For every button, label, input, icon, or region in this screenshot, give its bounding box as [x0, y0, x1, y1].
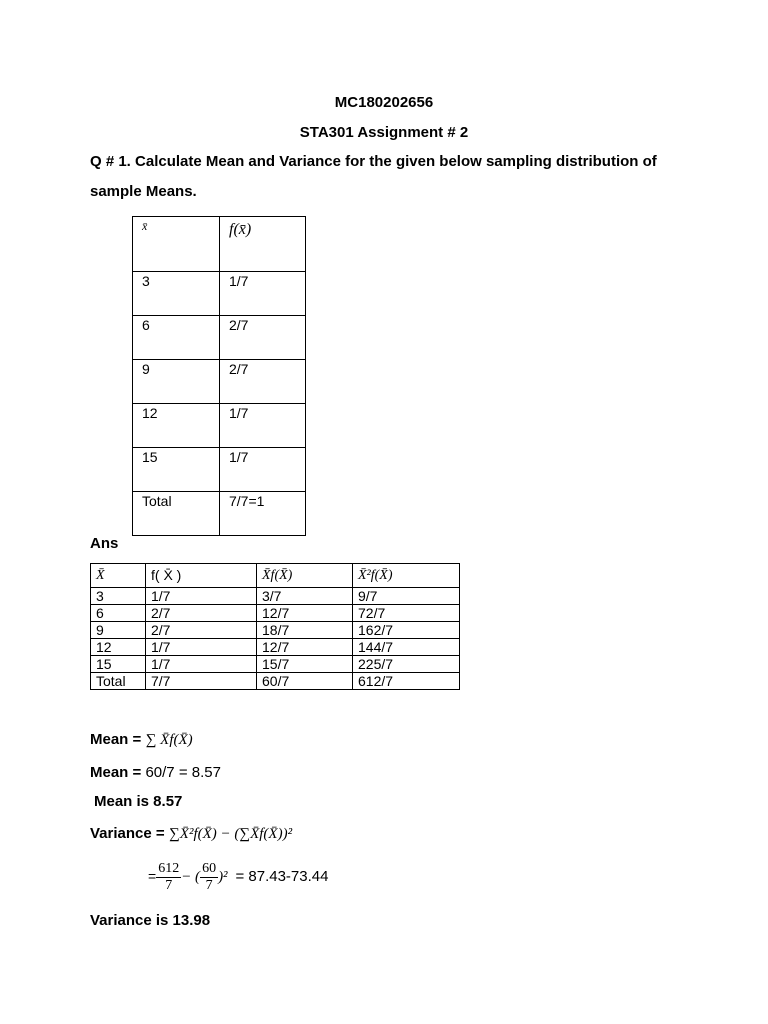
table-row: 15 1/7: [133, 448, 306, 492]
answer-table-header: [91, 564, 460, 588]
mean-formula-line: [90, 731, 193, 749]
header-xbar-sq-fxbar: X̄²f(X̄): [353, 564, 460, 588]
mean-formula: ∑ X̄f(X̄): [145, 732, 193, 748]
table-row: 6 2/7 12/7 72/7: [91, 605, 460, 622]
header-fxbar: f( X̄ ): [146, 564, 257, 588]
question-line-2: sample Means.: [90, 183, 197, 200]
table-row: 12 1/7: [133, 404, 306, 448]
header-xbar: x̄: [133, 217, 220, 272]
table-row: 3 1/7: [133, 272, 306, 316]
question-table: [132, 216, 306, 536]
table-row-total: Total 7/7=1: [133, 492, 306, 536]
variance-calc-line: = $\frac{612}{7}$ − ( $\frac{60}{7}$ )² = 87.43-73.44: [148, 861, 329, 893]
variance-formula: ∑X̄²f(X̄) − (∑X̄f(X̄))²: [169, 826, 293, 842]
table-row: 6 2/7: [133, 316, 306, 360]
student-id: MC180202656: [334, 94, 434, 111]
fraction-60-7: $\frac{60}{7}$: [202, 861, 217, 893]
mean-calc: 60/7 = 8.57: [145, 764, 221, 781]
question-line-1: Q # 1. Calculate Mean and Variance for the given below sampling distribution of: [90, 153, 657, 170]
header-xbar-fxbar: X̄f(X̄): [257, 564, 353, 588]
answer-table: [90, 563, 460, 690]
answer-label: Ans: [90, 535, 119, 552]
table-row: 12 1/7 12/7 144/7: [91, 639, 460, 656]
question-table-header: [133, 217, 306, 272]
table-row: 9 2/7: [133, 360, 306, 404]
assignment-title: STA301 Assignment # 2: [299, 124, 469, 141]
variance-formula-line: [90, 825, 292, 843]
mean-result: Mean is 8.57: [94, 793, 183, 810]
table-row: 9 2/7 18/7 162/7: [91, 622, 460, 639]
mean-label: Mean =: [90, 731, 142, 748]
fraction-612-7: $\frac{612}{7}$: [158, 861, 180, 893]
table-row: 3 1/7 3/7 9/7: [91, 588, 460, 605]
mean-calc-label: Mean =: [90, 764, 142, 781]
header-xbar: X̄: [91, 564, 146, 588]
table-row: 15 1/7 15/7 225/7: [91, 656, 460, 673]
table-row-total: Total 7/7 60/7 612/7: [91, 673, 460, 690]
header-fxbar: f(x̄): [220, 217, 306, 272]
variance-label: Variance =: [90, 825, 165, 842]
variance-result: Variance is 13.98: [90, 912, 211, 929]
variance-calc: = 87.43-73.44: [235, 868, 329, 886]
mean-calc-line: [90, 764, 221, 781]
